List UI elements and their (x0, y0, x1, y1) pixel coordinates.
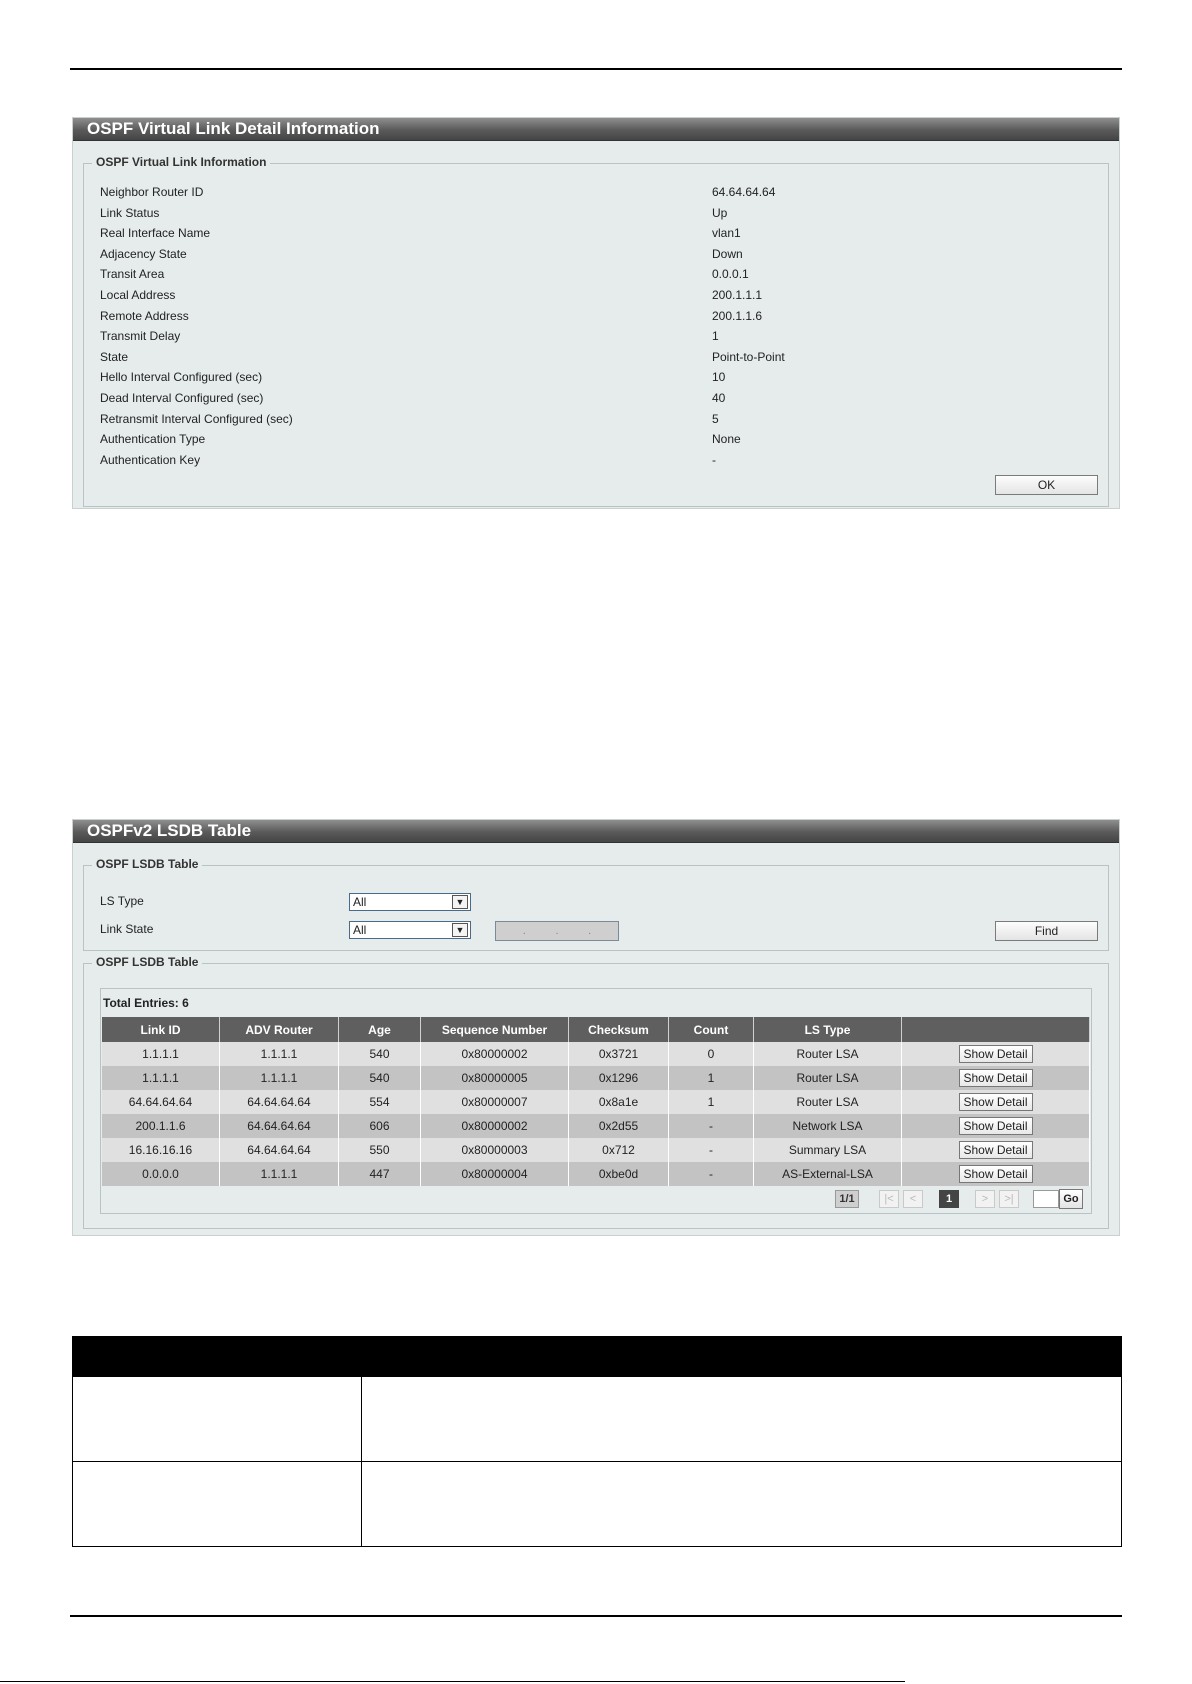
table-cell: 0x80000004 (421, 1162, 569, 1186)
info-row (100, 203, 1092, 223)
table-cell: AS-External-LSA (754, 1162, 902, 1186)
page-number-input[interactable] (1033, 1190, 1059, 1208)
table-header-row (102, 1017, 1090, 1042)
table-cell: - (669, 1162, 754, 1186)
lsdb-filter-fieldset (83, 857, 1109, 951)
info-value: 1 (712, 329, 719, 344)
table-cell: - (669, 1138, 754, 1162)
info-value: 200.1.1.1 (712, 288, 763, 302)
info-value: - (712, 452, 716, 467)
action-cell (902, 1162, 1090, 1186)
parameter-description-table (72, 1336, 1122, 1547)
page-top-rule (70, 68, 1122, 70)
ip-dot: . (588, 925, 592, 937)
info-value: Point-to-Point (712, 349, 785, 364)
table-cell: 1.1.1.1 (102, 1066, 220, 1090)
show-detail-button[interactable]: Show Detail (959, 1117, 1033, 1135)
chevron-down-icon: ▼ (452, 895, 468, 909)
virtual-link-detail-panel (72, 117, 1120, 509)
ip-dot: . (522, 925, 526, 937)
info-label: Dead Interval Configured (sec) (100, 391, 264, 405)
table-cell: 0.0.0.0 (102, 1162, 220, 1186)
info-row (100, 367, 1092, 387)
link-state-value: All (353, 923, 367, 937)
info-label: Hello Interval Configured (sec) (100, 370, 263, 385)
desc-header-cell (362, 1337, 1122, 1377)
info-value: vlan1 (712, 226, 741, 241)
lsdb-table (102, 1017, 1090, 1186)
table-cell: Network LSA (754, 1114, 902, 1138)
virtual-link-info-fieldset (83, 155, 1109, 507)
table-cell: 0xbe0d (569, 1162, 669, 1186)
table-cell: 0 (669, 1042, 754, 1066)
info-value: 5 (712, 411, 719, 426)
go-button[interactable]: Go (1059, 1189, 1083, 1209)
action-cell (902, 1042, 1090, 1066)
table-cell: 16.16.16.16 (102, 1138, 220, 1162)
table-cell: - (669, 1114, 754, 1138)
ip-dot: . (555, 925, 559, 937)
info-label: Transit Area (100, 267, 165, 282)
info-value: 200.1.1.6 (712, 308, 763, 323)
show-detail-button[interactable]: Show Detail (959, 1069, 1033, 1087)
show-detail-button[interactable]: Show Detail (959, 1093, 1033, 1111)
desc-cell (73, 1377, 362, 1462)
info-row (100, 347, 1092, 367)
info-row (100, 223, 1092, 243)
table-cell: 0x80000002 (421, 1042, 569, 1066)
desc-cell (362, 1462, 1122, 1547)
column-header: LS Type (754, 1017, 902, 1042)
info-row (100, 285, 1092, 305)
info-label: State (100, 349, 129, 364)
show-detail-button[interactable]: Show Detail (959, 1045, 1033, 1063)
next-page-button[interactable]: > (975, 1190, 995, 1208)
table-row (102, 1114, 1090, 1138)
table-cell: 0x2d55 (569, 1114, 669, 1138)
column-header: Checksum (569, 1017, 669, 1042)
info-value: 10 (712, 370, 726, 385)
link-state-ip-input[interactable] (495, 921, 619, 941)
chevron-down-icon: ▼ (452, 923, 468, 937)
info-row (100, 264, 1092, 284)
fieldset-legend: OSPF LSDB Table (92, 857, 202, 871)
info-row (100, 326, 1092, 346)
table-cell: 0x80000007 (421, 1090, 569, 1114)
info-row (100, 244, 1092, 264)
table-cell: 64.64.64.64 (102, 1090, 220, 1114)
column-header: Sequence Number (421, 1017, 569, 1042)
info-label: Adjacency State (100, 246, 187, 261)
table-cell: 64.64.64.64 (220, 1114, 339, 1138)
ok-button[interactable]: OK (995, 475, 1098, 495)
table-cell: Router LSA (754, 1090, 902, 1114)
desc-header-cell (73, 1337, 362, 1377)
ls-type-value: All (353, 895, 367, 909)
table-cell: 64.64.64.64 (220, 1090, 339, 1114)
column-header (902, 1017, 1090, 1042)
lsdb-table-panel (72, 819, 1120, 1236)
table-cell: 1.1.1.1 (102, 1042, 220, 1066)
page-count: 1/1 (835, 1190, 859, 1208)
table-cell: 540 (339, 1042, 421, 1066)
table-cell: 0x8a1e (569, 1090, 669, 1114)
table-cell: 64.64.64.64 (220, 1138, 339, 1162)
table-cell: 606 (339, 1114, 421, 1138)
info-label: Neighbor Router ID (100, 185, 204, 199)
info-row (100, 429, 1092, 449)
page-bottom-rule (70, 1615, 1122, 1617)
info-label: Transmit Delay (100, 329, 181, 344)
table-cell: 1.1.1.1 (220, 1066, 339, 1090)
info-value: None (712, 432, 741, 447)
info-row (100, 450, 1092, 470)
table-cell: 0x80000002 (421, 1114, 569, 1138)
table-cell: 550 (339, 1138, 421, 1162)
info-label: Link Status (100, 205, 160, 220)
action-cell (902, 1114, 1090, 1138)
find-button[interactable]: Find (995, 921, 1098, 941)
current-page[interactable]: 1 (939, 1190, 959, 1208)
pagination (835, 1189, 1083, 1209)
prev-page-button[interactable]: < (903, 1190, 923, 1208)
ls-type-select[interactable] (349, 893, 471, 911)
column-header: Age (339, 1017, 421, 1042)
info-label: Authentication Type (100, 432, 206, 447)
table-cell: 0x80000005 (421, 1066, 569, 1090)
link-state-select[interactable] (349, 921, 471, 939)
footer-line (0, 1681, 905, 1682)
info-row (100, 409, 1092, 429)
action-cell (902, 1138, 1090, 1162)
info-value: 64.64.64.64 (712, 185, 776, 199)
desc-cell (362, 1377, 1122, 1462)
table-cell: 1 (669, 1090, 754, 1114)
table-row (102, 1042, 1090, 1066)
column-header: Count (669, 1017, 754, 1042)
table-cell: 200.1.1.6 (102, 1114, 220, 1138)
panel-title: OSPF Virtual Link Detail Information (73, 118, 1119, 141)
show-detail-button[interactable]: Show Detail (959, 1141, 1033, 1159)
info-value: 40 (712, 391, 726, 405)
desc-cell (73, 1462, 362, 1547)
fieldset-legend: OSPF LSDB Table (92, 955, 202, 969)
column-header: Link ID (102, 1017, 220, 1042)
ls-type-label: LS Type (100, 894, 144, 908)
total-entries: Total Entries: 6 (103, 996, 189, 1010)
info-label: Remote Address (100, 308, 189, 323)
table-cell: 1 (669, 1066, 754, 1090)
link-state-label: Link State (100, 922, 154, 936)
table-cell: 540 (339, 1066, 421, 1090)
info-value: 0.0.0.1 (712, 267, 749, 282)
column-header: ADV Router (220, 1017, 339, 1042)
last-page-button[interactable]: >| (999, 1190, 1019, 1208)
table-row (102, 1138, 1090, 1162)
table-cell: 1.1.1.1 (220, 1162, 339, 1186)
info-value: Up (712, 205, 728, 220)
info-row (100, 182, 1092, 202)
action-cell (902, 1066, 1090, 1090)
info-label: Real Interface Name (100, 226, 211, 241)
table-cell: 554 (339, 1090, 421, 1114)
show-detail-button[interactable]: Show Detail (959, 1165, 1033, 1183)
table-cell: Summary LSA (754, 1138, 902, 1162)
table-cell: Router LSA (754, 1042, 902, 1066)
info-label: Local Address (100, 288, 176, 302)
table-cell: Router LSA (754, 1066, 902, 1090)
first-page-button[interactable]: |< (879, 1190, 899, 1208)
info-row (100, 388, 1092, 408)
table-row (102, 1066, 1090, 1090)
lsdb-table-fieldset (83, 955, 1109, 1229)
table-row (102, 1090, 1090, 1114)
info-label: Retransmit Interval Configured (sec) (100, 411, 293, 426)
table-row (102, 1162, 1090, 1186)
fieldset-legend: OSPF Virtual Link Information (92, 155, 270, 169)
table-cell: 0x80000003 (421, 1138, 569, 1162)
table-inner-box (100, 988, 1092, 1214)
table-cell: 0x712 (569, 1138, 669, 1162)
info-value: Down (712, 246, 743, 261)
info-row (100, 306, 1092, 326)
table-cell: 447 (339, 1162, 421, 1186)
table-cell: 1.1.1.1 (220, 1042, 339, 1066)
table-cell: 0x1296 (569, 1066, 669, 1090)
action-cell (902, 1090, 1090, 1114)
panel-title: OSPFv2 LSDB Table (73, 820, 1119, 843)
info-label: Authentication Key (100, 452, 201, 467)
table-cell: 0x3721 (569, 1042, 669, 1066)
